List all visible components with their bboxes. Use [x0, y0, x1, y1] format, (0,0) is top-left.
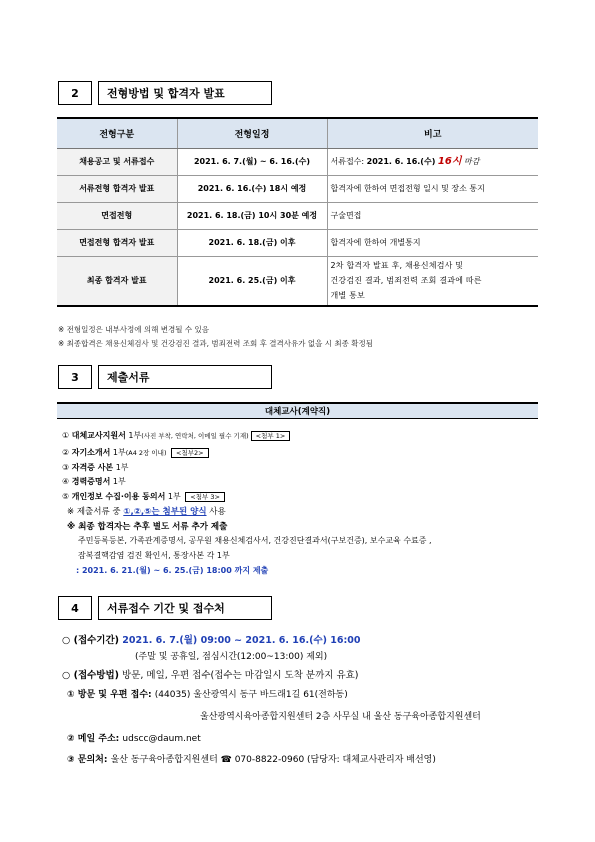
doc-item: [62, 447, 209, 458]
address-line: [67, 687, 348, 700]
item-count: 1부: [110, 448, 126, 457]
table-row: [57, 175, 538, 202]
col-header: 전형구분: [57, 118, 177, 148]
doc-item: [62, 491, 225, 502]
table-row: [57, 202, 538, 229]
remark-cell: [327, 256, 538, 306]
method-label: ○ (접수방법): [62, 670, 119, 681]
item-name: 대체교사지원서: [71, 431, 126, 440]
item-mark: ③: [62, 463, 70, 472]
note-text: 사용: [206, 507, 226, 517]
remark-line: 2차 합격자 발표 후, 채용신체검사 및: [330, 261, 464, 271]
doc-item: [62, 462, 129, 473]
attachment-badge: <첨부 1>: [251, 431, 291, 441]
period-sub: (주말 및 공휴일, 점심시간(12:00~13:00) 제외): [135, 652, 328, 662]
section-title: 제출서류: [98, 365, 272, 389]
mail-line: [67, 731, 201, 744]
table-row: [57, 229, 538, 256]
final-note: ※ 최종 합격자는 추후 별도 서류 추가 제출: [67, 522, 228, 532]
item-name: 개인정보 수집·이용 동의서: [71, 492, 166, 501]
table-row: [57, 256, 538, 306]
remark-cell: 합격자에 한하여 개별통지: [327, 229, 538, 256]
period-label: ○ (접수기간): [62, 635, 119, 646]
schedule-cell: 2021. 6. 18.(금) 10시 30분 예정: [177, 202, 327, 229]
table-row: [57, 148, 538, 175]
stage-cell: 서류전형 합격자 발표: [57, 175, 177, 202]
address-value: (44035) 울산광역시 동구 바드래1길 61(전하동): [154, 690, 348, 700]
address-label: ① 방문 및 우편 접수:: [67, 690, 155, 700]
item-name: 자격증 사본: [71, 463, 114, 472]
mail-label: ② 메일 주소:: [67, 734, 123, 744]
doc-item: [62, 476, 126, 487]
schedule-cell: 2021. 6. 16.(수) 18시 예정: [177, 175, 327, 202]
schedule-table: [57, 117, 538, 307]
item-mark: ①: [62, 431, 70, 440]
section-4-header: [58, 596, 272, 620]
schedule-cell: 2021. 6. 25.(금) 이후: [177, 256, 327, 306]
remark-label: 서류접수:: [330, 157, 367, 166]
section-title: 서류접수 기간 및 접수처: [98, 596, 272, 620]
method-value: 방문, 메일, 우편 접수(접수는 마감일시 도착 분까지 유효): [119, 670, 359, 681]
doc-item: [62, 430, 290, 441]
mail-value: udscc@daum.net: [122, 734, 201, 744]
extra-docs-line: 주민등록등본, 가족관계증명서, 공무원 채용신체검사서, 건강진단결과서(구보건증), 보수교육 수료증 ,: [78, 536, 432, 545]
item-mark: ⑤: [62, 492, 70, 501]
stage-cell: 면접전형: [57, 202, 177, 229]
item-detail: (사진 부착, 연락처, 이메일 필수 기재): [141, 432, 249, 440]
section-number: 3: [58, 365, 92, 389]
form-note: [67, 505, 226, 517]
stage-cell: 최종 합격자 발표: [57, 256, 177, 306]
remark-time: 16시: [437, 156, 462, 167]
item-count: 1부: [110, 477, 126, 486]
section-3-header: [58, 365, 272, 389]
extra-docs-line: 잠복결핵감염 검진 확인서, 통장사본 각 1부: [78, 551, 230, 560]
section-number: 2: [58, 81, 92, 105]
address-line-2: 울산광역시육아종합지원센터 2층 사무실 내 울산 동구육아종합지원센터: [200, 712, 481, 722]
item-count: 1부: [165, 492, 181, 501]
stage-cell: 면접전형 합격자 발표: [57, 229, 177, 256]
schedule-cell: 2021. 6. 7.(월) ~ 6. 16.(수): [177, 148, 327, 175]
stage-cell: 채용공고 및 서류접수: [57, 148, 177, 175]
item-mark: ②: [62, 448, 70, 457]
schedule-cell: 2021. 6. 18.(금) 이후: [177, 229, 327, 256]
col-header: 비고: [327, 118, 538, 148]
item-count: 1부: [125, 431, 142, 440]
table-note: ※ 최종합격은 채용신체검사 및 건강검진 결과, 범죄전력 조회 후 결격사유가 없을 시 최종 확정됨: [58, 339, 373, 348]
item-detail: (A4 2장 이내): [125, 449, 167, 457]
remark-line: 건강검진 결과, 범죄전력 조회 결과에 따른: [330, 276, 482, 286]
remark-date: 2021. 6. 16.(수): [366, 157, 436, 166]
attachment-badge: <첨부2>: [171, 448, 209, 458]
remark-cell: 합격자에 한하여 면접전형 일시 및 장소 통지: [327, 175, 538, 202]
col-header: 전형일정: [177, 118, 327, 148]
table-note: ※ 전형일정은 내부사정에 의해 변경될 수 있음: [58, 325, 209, 334]
item-name: 자기소개서: [71, 448, 111, 457]
submit-deadline: : 2021. 6. 21.(월) ~ 6. 25.(금) 18:00 까지 제출: [76, 566, 269, 575]
remark-line: 개별 통보: [330, 291, 365, 301]
item-mark: ④: [62, 477, 70, 486]
section-title: 전형방법 및 합격자 발표: [98, 81, 272, 105]
contact-line: [67, 752, 436, 765]
remark-cell: [327, 148, 538, 175]
contact-value: 울산 동구육아종합지원센터 ☎ 070-8822-0960 (담당자: 대체교사관리자 배선영): [110, 755, 436, 765]
attachment-badge: <첨부 3>: [185, 492, 225, 502]
remark-cell: 구술면접: [327, 202, 538, 229]
table-header-row: [57, 118, 538, 148]
section-number: 4: [58, 596, 92, 620]
remark-end: 마감: [461, 157, 480, 166]
method-line: [62, 667, 359, 681]
note-text: ※ 제출서류 중: [67, 507, 124, 517]
period-value: 2021. 6. 7.(월) 09:00 ~ 2021. 6. 16.(수) 16:00: [119, 635, 361, 646]
period-line: [62, 632, 361, 646]
section-2-header: [58, 81, 272, 105]
item-name: 경력증명서: [71, 477, 111, 486]
contact-label: ③ 문의처:: [67, 755, 111, 765]
position-bar: 대체교사(계약직): [57, 402, 538, 419]
item-count: 1부: [113, 463, 129, 472]
note-highlight: ①,②,⑤는 첨부된 양식: [123, 507, 207, 517]
